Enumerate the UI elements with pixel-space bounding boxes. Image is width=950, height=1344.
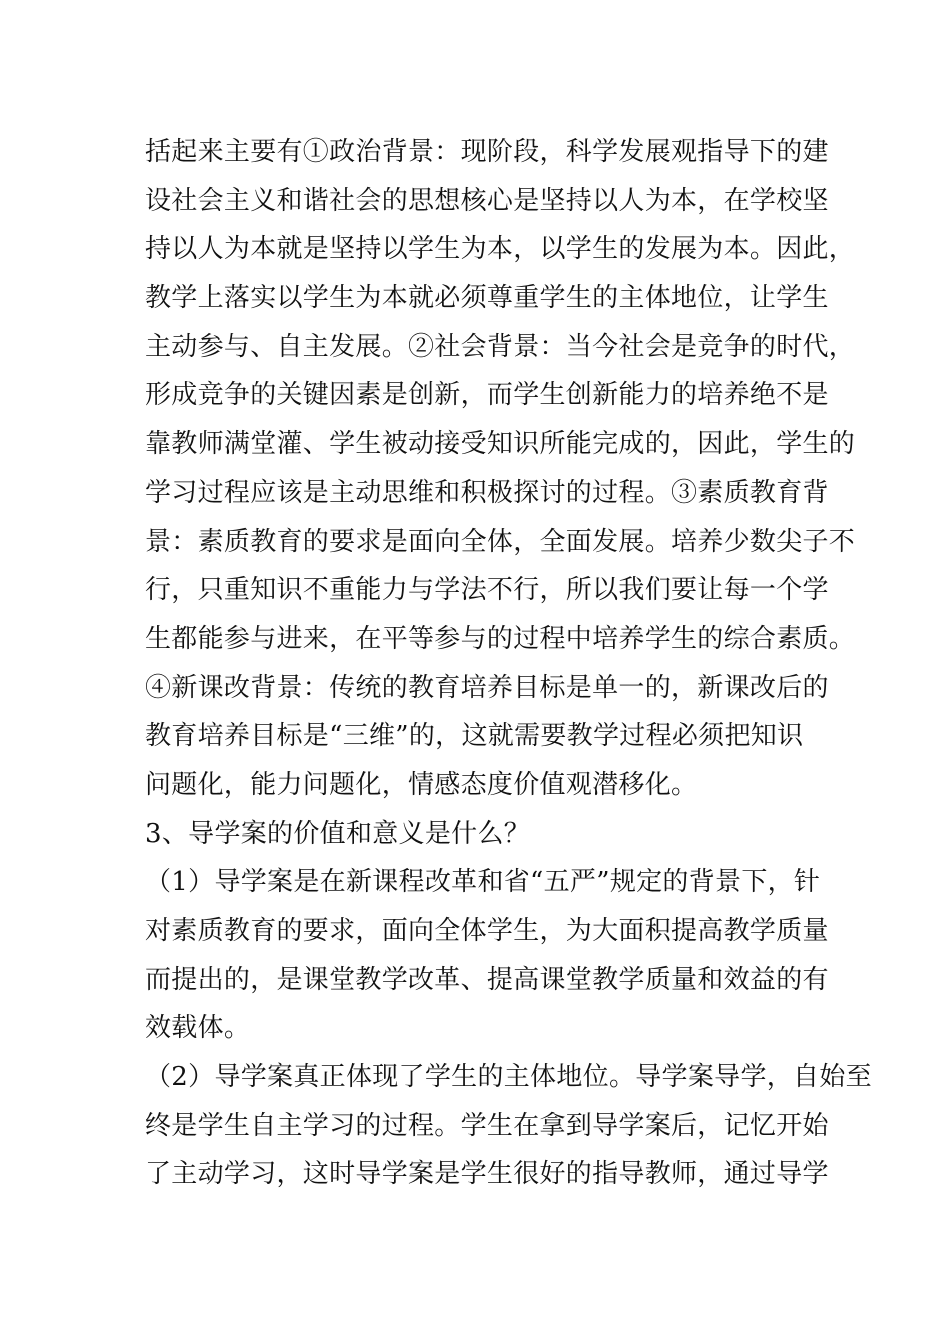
- text-line: 形成竞争的关键因素是创新，而学生创新能力的培养绝不是: [145, 380, 829, 411]
- text-line: 生都能参与进来，在平等参与的过程中培养学生的综合素质。: [145, 623, 856, 654]
- text-line: 对素质教育的要求，面向全体学生，为大面积提高教学质量: [145, 916, 829, 946]
- text-line: 学习过程应该是主动思维和积极探讨的过程。③素质教育背: [145, 477, 829, 508]
- document-body: [145, 128, 872, 1199]
- text-line: 景：素质教育的要求是面向全体，全面发展。培养少数尖子不: [145, 526, 856, 557]
- text-line: 行，只重知识不重能力与学法不行，所以我们要让每一个学: [145, 575, 829, 606]
- text-line: 设社会主义和谐社会的思想核心是坚持以人为本，在学校坚: [145, 185, 829, 216]
- text-line: 持以人为本就是坚持以学生为本，以学生的发展为本。因此，: [145, 234, 856, 265]
- text-line: 教学上落实以学生为本就必须尊重学生的主体地位，让学生: [145, 283, 829, 314]
- text-line: 效载体。: [145, 1013, 251, 1044]
- text-line: 而提出的，是课堂教学改革、提高课堂教学质量和效益的有: [145, 964, 829, 995]
- text-line: 问题化，能力问题化，情感态度价值观潜移化。: [145, 769, 698, 800]
- text-line: （2）导学案真正体现了学生的主体地位。导学案导学，自始至: [145, 1062, 872, 1093]
- text-line: ④新课改背景：传统的教育培养目标是单一的，新课改后的: [145, 672, 829, 703]
- section-heading: 3、导学案的价值和意义是什么？: [145, 818, 531, 849]
- text-line: 括起来主要有①政治背景：现阶段，科学发展观指导下的建: [145, 137, 829, 167]
- text-line: 终是学生自主学习的过程。学生在拿到导学案后，记忆开始: [145, 1110, 829, 1141]
- text-line: 主动参与、自主发展。②社会背景：当今社会是竞争的时代，: [145, 331, 856, 362]
- text-line: 教育培养目标是“三维”的，这就需要教学过程必须把知识: [145, 721, 804, 752]
- text-line: 了主动学习，这时导学案是学生很好的指导教师，通过导学: [145, 1159, 829, 1190]
- text-line: 靠教师满堂灌、学生被动接受知识所能完成的，因此，学生的: [145, 429, 856, 460]
- text-line: （1）导学案是在新课程改革和省“五严”规定的背景下，针: [145, 867, 821, 898]
